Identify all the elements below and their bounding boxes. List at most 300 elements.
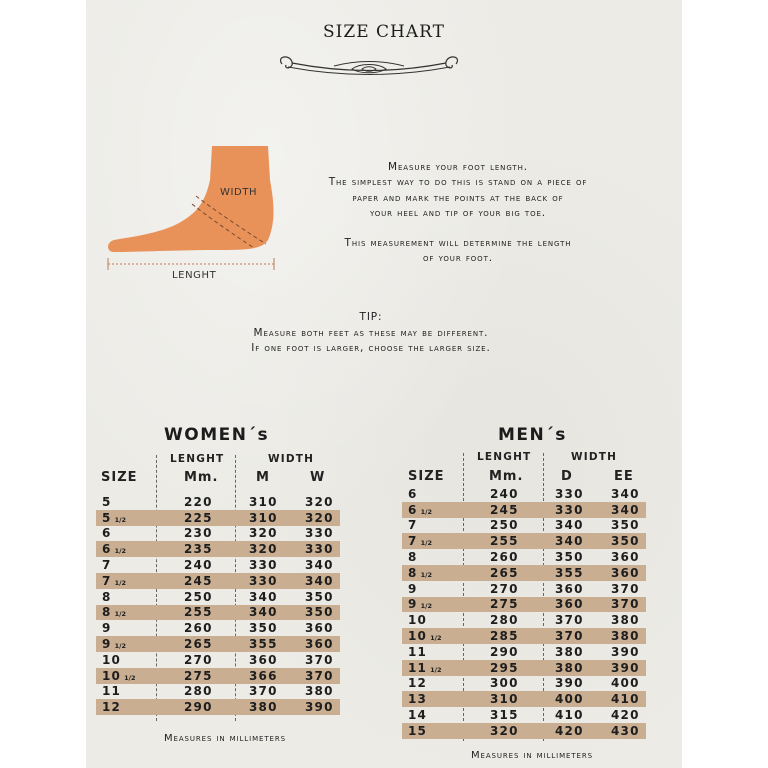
cell-mm	[184, 684, 213, 698]
cell-w2-value: 420	[611, 708, 640, 723]
cell-w1-value: 370	[555, 613, 584, 628]
cell-w2-value: 360	[305, 621, 334, 636]
cell-w1-value: 360	[249, 652, 278, 667]
cell-w1-value: 380	[249, 700, 278, 715]
cell-w1	[249, 526, 278, 540]
cell-mm	[490, 645, 519, 659]
cell-w1	[249, 590, 278, 604]
cell-size	[102, 495, 112, 509]
cell-mm	[184, 526, 213, 540]
cell-size	[102, 558, 112, 572]
men-size-table	[402, 486, 646, 739]
cell-size	[102, 542, 126, 556]
cell-w1	[555, 550, 584, 564]
cell-size-value: 9	[408, 597, 418, 612]
cell-size-value: 5	[102, 494, 112, 509]
cell-w2	[305, 542, 334, 556]
instruction-line: of your foot.	[423, 252, 493, 265]
cell-w1-value: 340	[555, 518, 584, 533]
tip-block	[146, 310, 596, 357]
cell-mm-value: 225	[184, 510, 213, 525]
cell-size	[102, 605, 126, 619]
cell-mm	[490, 676, 519, 690]
cell-w1-value: 420	[555, 723, 584, 738]
cell-size	[408, 724, 427, 738]
cell-mm-value: 295	[490, 660, 519, 675]
cell-size-value: 9	[102, 621, 112, 636]
cell-mm-value: 245	[490, 502, 519, 517]
cell-w2	[611, 534, 640, 548]
cell-size	[408, 534, 432, 548]
cell-w2	[305, 526, 334, 540]
cell-size	[408, 550, 418, 564]
cell-size-value: 6	[102, 542, 112, 557]
table-row	[96, 684, 340, 700]
cell-w1	[249, 700, 278, 714]
half-size-mark: 1/2	[430, 665, 442, 674]
cell-mm-value: 280	[184, 684, 213, 699]
cell-w1	[555, 708, 584, 722]
table-row	[96, 699, 340, 715]
table-row	[96, 668, 340, 684]
cell-w1-value: 330	[249, 573, 278, 588]
cell-w2-value: 350	[305, 589, 334, 604]
women-footnote: Measures in millimeters	[164, 733, 286, 744]
cell-mm	[184, 495, 213, 509]
cell-size	[102, 637, 126, 651]
cell-mm-value: 275	[490, 597, 519, 612]
cell-size	[102, 621, 112, 635]
cell-w2	[611, 550, 640, 564]
cell-w2	[305, 558, 334, 572]
cell-w1-value: 340	[555, 534, 584, 549]
cell-mm	[490, 566, 519, 580]
cell-size-value: 11	[408, 644, 428, 659]
cell-w2	[611, 629, 640, 643]
cell-mm	[184, 574, 213, 588]
table-row	[96, 557, 340, 573]
cell-w1-value: 366	[249, 668, 278, 683]
cell-w1	[555, 661, 584, 675]
cell-mm-value: 250	[490, 518, 519, 533]
cell-size	[408, 566, 432, 580]
cell-w1-value: 355	[555, 565, 584, 580]
cell-w2-value: 370	[305, 668, 334, 683]
cell-mm	[184, 511, 213, 525]
instruction-line: This measurement will determine the length	[344, 237, 572, 250]
cell-w2	[305, 700, 334, 714]
cell-w1-value: 350	[249, 621, 278, 636]
cell-w1	[555, 534, 584, 548]
half-size-mark: 1/2	[420, 507, 432, 516]
cell-w1-value: 360	[555, 581, 584, 596]
cell-w2	[305, 511, 334, 525]
cell-w2-value: 360	[305, 637, 334, 652]
cell-w1	[555, 487, 584, 501]
cell-w2	[611, 518, 640, 532]
cell-mm	[490, 708, 519, 722]
cell-mm	[184, 590, 213, 604]
cell-w2-value: 340	[305, 573, 334, 588]
cell-w2-value: 430	[611, 723, 640, 738]
cell-w2-value: 320	[305, 494, 334, 509]
cell-w2	[611, 661, 640, 675]
cell-mm-value: 240	[490, 486, 519, 501]
foot-diagram	[104, 140, 279, 280]
cell-mm-value: 270	[184, 652, 213, 667]
cell-mm-value: 255	[490, 534, 519, 549]
cell-size-value: 11	[102, 684, 122, 699]
cell-w2-value: 380	[305, 684, 334, 699]
cell-size	[102, 590, 112, 604]
cell-w1	[249, 621, 278, 635]
cell-w2-value: 390	[611, 644, 640, 659]
cell-mm	[490, 518, 519, 532]
cell-size	[102, 511, 126, 525]
table-row	[402, 612, 646, 628]
cell-size-value: 13	[408, 692, 428, 707]
instruction-line: your heel and tip of your big toe.	[369, 206, 547, 219]
cell-mm	[184, 669, 213, 683]
men-width-header: WIDTH	[571, 451, 618, 463]
cell-w1-value: 340	[249, 605, 278, 620]
table-row	[402, 533, 646, 549]
cell-mm	[490, 597, 519, 611]
cell-w1-value: 400	[555, 692, 584, 707]
cell-mm-value: 280	[490, 613, 519, 628]
cell-size-value: 7	[102, 558, 112, 573]
men-length-header: LENGHT	[477, 451, 532, 463]
cell-mm	[490, 534, 519, 548]
cell-w1	[249, 495, 278, 509]
cell-w2-value: 380	[611, 629, 640, 644]
cell-size	[408, 676, 427, 690]
cell-w2	[611, 487, 640, 501]
cell-size	[408, 629, 442, 643]
half-size-mark: 1/2	[114, 610, 126, 619]
cell-mm	[490, 582, 519, 596]
cell-w1-value: 330	[555, 486, 584, 501]
cell-mm-value: 300	[490, 676, 519, 691]
cell-size-value: 10	[408, 613, 428, 628]
half-size-mark: 1/2	[420, 539, 432, 548]
cell-mm	[184, 637, 213, 651]
cell-size-value: 15	[408, 723, 428, 738]
cell-size-value: 10	[102, 668, 122, 683]
cell-w2-value: 350	[305, 605, 334, 620]
cell-size	[408, 582, 418, 596]
tip-heading: TIP:	[359, 311, 383, 323]
cell-mm-value: 315	[490, 708, 519, 723]
width-label: WIDTH	[220, 187, 258, 198]
cell-size-value: 7	[408, 534, 418, 549]
cell-size	[408, 503, 432, 517]
cell-w2	[611, 503, 640, 517]
cell-size-value: 6	[102, 526, 112, 541]
cell-mm	[490, 503, 519, 517]
table-row	[96, 541, 340, 557]
cell-w1-value: 320	[249, 526, 278, 541]
cell-mm	[490, 613, 519, 627]
cell-w2-value: 340	[611, 502, 640, 517]
table-row	[96, 620, 340, 636]
cell-mm-value: 290	[184, 700, 213, 715]
cell-w1-value: 390	[555, 676, 584, 691]
cell-w2-value: 350	[611, 518, 640, 533]
cell-mm-value: 260	[490, 550, 519, 565]
cell-size-value: 12	[102, 700, 122, 715]
cell-size	[102, 700, 121, 714]
cell-size-value: 8	[102, 589, 112, 604]
men-ee-header: EE	[614, 469, 634, 484]
ornament-divider	[274, 52, 464, 80]
cell-w1	[249, 669, 278, 683]
cell-mm	[184, 653, 213, 667]
cell-w1	[249, 511, 278, 525]
half-size-mark: 1/2	[430, 634, 442, 643]
cell-w1-value: 320	[249, 542, 278, 557]
cell-w2	[611, 645, 640, 659]
cell-w2	[305, 590, 334, 604]
cell-w2	[305, 653, 334, 667]
cell-w1	[555, 676, 584, 690]
cell-w1-value: 340	[249, 589, 278, 604]
cell-mm-value: 265	[490, 565, 519, 580]
cell-w1-value: 330	[555, 502, 584, 517]
cell-w2	[305, 621, 334, 635]
cell-w1-value: 355	[249, 637, 278, 652]
cell-w2	[305, 605, 334, 619]
cell-w2	[611, 597, 640, 611]
cell-mm-value: 270	[490, 581, 519, 596]
cell-w2	[305, 637, 334, 651]
table-row	[96, 636, 340, 652]
cell-size-value: 8	[408, 550, 418, 565]
cell-size	[408, 645, 427, 659]
cell-size-value: 11	[408, 660, 428, 675]
cell-size-value: 9	[102, 637, 112, 652]
table-row	[402, 660, 646, 676]
cell-w1-value: 330	[249, 558, 278, 573]
cell-size-value: 10	[102, 652, 122, 667]
cell-size-value: 8	[408, 565, 418, 580]
cell-size	[102, 574, 126, 588]
cell-w1	[555, 613, 584, 627]
cell-w2-value: 360	[611, 565, 640, 580]
cell-size	[408, 708, 427, 722]
cell-mm-value: 265	[184, 637, 213, 652]
cell-size-value: 6	[408, 502, 418, 517]
cell-mm-value: 285	[490, 629, 519, 644]
cell-w2	[611, 582, 640, 596]
instructions	[308, 160, 608, 267]
length-label: LENGHT	[172, 270, 217, 281]
table-row	[402, 628, 646, 644]
women-m-header: M	[256, 470, 270, 485]
table-row	[402, 723, 646, 739]
cell-w1-value: 380	[555, 660, 584, 675]
cell-size-value: 6	[408, 486, 418, 501]
cell-w2-value: 350	[611, 534, 640, 549]
cell-w1-value: 310	[249, 494, 278, 509]
cell-size-value: 7	[408, 518, 418, 533]
cell-w2	[611, 724, 640, 738]
table-row	[402, 518, 646, 534]
table-row	[96, 605, 340, 621]
cell-size	[408, 597, 432, 611]
instruction-line: The simplest way to do this is stand on a piece of	[328, 176, 588, 189]
women-table-title: WOMEN´s	[164, 425, 270, 445]
cell-mm	[184, 605, 213, 619]
cell-mm-value: 235	[184, 542, 213, 557]
cell-size	[408, 613, 427, 627]
cell-mm	[184, 558, 213, 572]
cell-w2-value: 370	[611, 581, 640, 596]
cell-mm-value: 290	[490, 644, 519, 659]
cell-w2-value: 370	[305, 652, 334, 667]
cell-size	[408, 487, 418, 501]
cell-size	[102, 526, 112, 540]
cell-w2-value: 390	[305, 700, 334, 715]
cell-mm	[184, 700, 213, 714]
cell-size-value: 12	[408, 676, 428, 691]
women-size-table	[96, 494, 340, 715]
tip-line: If one foot is larger, choose the larger size.	[251, 342, 491, 354]
half-size-mark: 1/2	[114, 642, 126, 651]
cell-w2-value: 400	[611, 676, 640, 691]
cell-w1	[555, 518, 584, 532]
table-row	[402, 676, 646, 692]
table-row	[402, 707, 646, 723]
women-mm-header: Mm.	[184, 470, 219, 485]
half-size-mark: 1/2	[114, 547, 126, 556]
women-w-header: W	[310, 470, 326, 485]
cell-w1	[555, 629, 584, 643]
table-row	[402, 502, 646, 518]
cell-mm-value: 260	[184, 621, 213, 636]
cell-w1	[555, 597, 584, 611]
cell-w2-value: 340	[611, 486, 640, 501]
cell-w2-value: 340	[305, 558, 334, 573]
table-row	[96, 652, 340, 668]
cell-w1	[555, 692, 584, 706]
table-row	[402, 644, 646, 660]
table-row	[96, 589, 340, 605]
cell-w1	[555, 503, 584, 517]
cell-size	[408, 518, 418, 532]
cell-w1-value: 360	[555, 597, 584, 612]
half-size-mark: 1/2	[114, 578, 126, 587]
table-row	[96, 494, 340, 510]
table-row	[402, 549, 646, 565]
cell-w1-value: 310	[249, 510, 278, 525]
cell-w2-value: 360	[611, 550, 640, 565]
page-title: SIZE CHART	[323, 22, 445, 42]
cell-mm	[490, 692, 519, 706]
cell-w2	[611, 676, 640, 690]
cell-w2	[305, 669, 334, 683]
cell-size-value: 8	[102, 605, 112, 620]
cell-w1	[249, 605, 278, 619]
cell-w2-value: 330	[305, 526, 334, 541]
size-chart-sheet	[86, 0, 682, 768]
cell-mm-value: 310	[490, 692, 519, 707]
cell-w1	[555, 645, 584, 659]
cell-w1	[249, 574, 278, 588]
cell-w1-value: 370	[555, 629, 584, 644]
cell-size	[102, 653, 121, 667]
table-row	[402, 581, 646, 597]
table-row	[96, 526, 340, 542]
cell-w1-value: 410	[555, 708, 584, 723]
table-row	[402, 597, 646, 613]
cell-size-value: 9	[408, 581, 418, 596]
men-size-header: SIZE	[408, 469, 445, 484]
cell-w1	[249, 542, 278, 556]
half-size-mark: 1/2	[124, 673, 136, 682]
table-row	[402, 486, 646, 502]
table-row	[96, 510, 340, 526]
cell-w2	[611, 692, 640, 706]
cell-w2-value: 380	[611, 613, 640, 628]
instruction-line: paper and mark the points at the back of	[352, 191, 564, 204]
cell-mm	[184, 621, 213, 635]
cell-w1	[249, 558, 278, 572]
cell-mm	[490, 661, 519, 675]
women-length-header: LENGHT	[170, 453, 225, 465]
cell-w1-value: 380	[555, 644, 584, 659]
cell-mm	[490, 629, 519, 643]
cell-w1	[555, 724, 584, 738]
cell-w2	[611, 613, 640, 627]
cell-size-value: 7	[102, 573, 112, 588]
half-size-mark: 1/2	[114, 515, 126, 524]
men-table-title: MEN´s	[498, 425, 567, 445]
cell-mm-value: 320	[490, 723, 519, 738]
cell-w1	[249, 684, 278, 698]
cell-size-value: 14	[408, 708, 428, 723]
men-d-header: D	[561, 469, 573, 484]
cell-mm	[490, 487, 519, 501]
half-size-mark: 1/2	[420, 602, 432, 611]
half-size-mark: 1/2	[420, 570, 432, 579]
cell-mm-value: 230	[184, 526, 213, 541]
cell-size	[102, 669, 136, 683]
cell-w2-value: 330	[305, 542, 334, 557]
cell-mm-value: 255	[184, 605, 213, 620]
cell-w2-value: 410	[611, 692, 640, 707]
cell-w1	[555, 582, 584, 596]
instruction-line: Measure your foot length.	[388, 161, 528, 173]
cell-w2	[611, 708, 640, 722]
cell-w1	[555, 566, 584, 580]
cell-mm-value: 220	[184, 494, 213, 509]
cell-w2-value: 390	[611, 660, 640, 675]
table-row	[96, 573, 340, 589]
cell-w2	[611, 566, 640, 580]
cell-mm	[490, 550, 519, 564]
cell-size	[408, 661, 442, 675]
cell-w2-value: 320	[305, 510, 334, 525]
cell-mm	[490, 724, 519, 738]
cell-w1-value: 370	[249, 684, 278, 699]
cell-w1	[249, 653, 278, 667]
cell-size-value: 10	[408, 629, 428, 644]
men-mm-header: Mm.	[489, 469, 524, 484]
cell-size	[408, 692, 427, 706]
cell-w2	[305, 574, 334, 588]
tip-line: Measure both feet as these may be different.	[253, 326, 489, 339]
